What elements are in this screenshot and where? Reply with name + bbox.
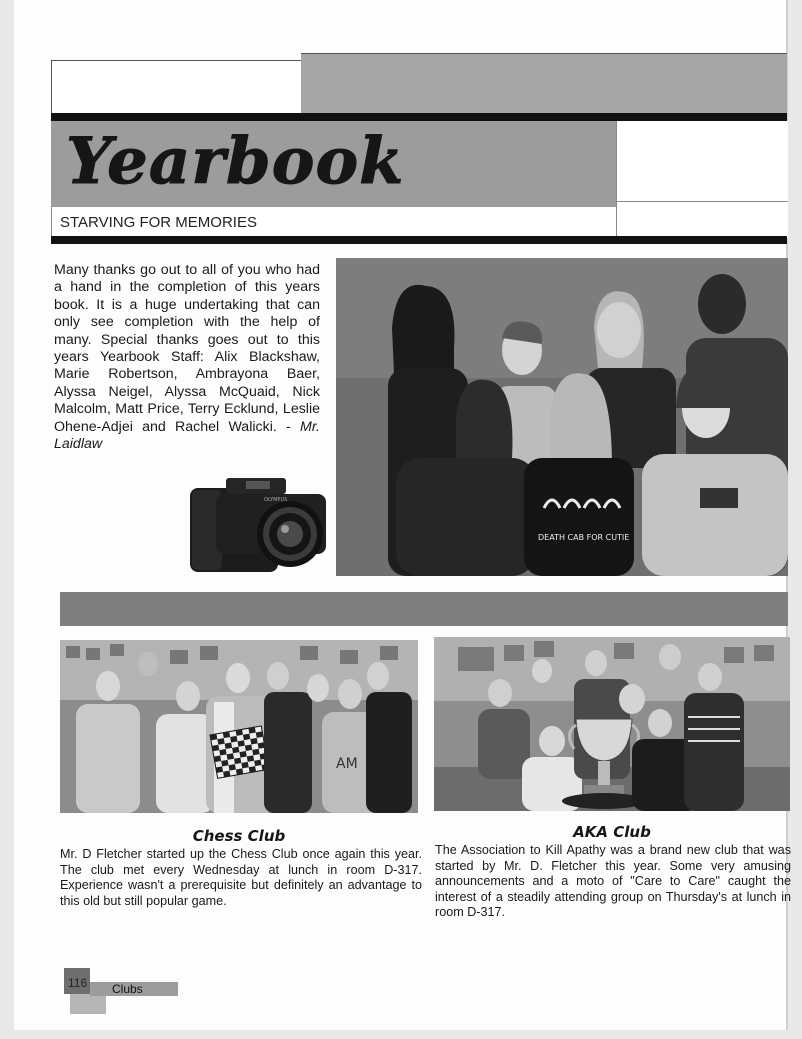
chess-club-photo — [60, 640, 418, 813]
header-rule-bottom — [51, 236, 787, 244]
title-band-right-box — [616, 121, 788, 201]
chess-club-title: Chess Club — [192, 827, 286, 845]
shirt-text-2: AM — [336, 756, 358, 772]
intro-paragraph — [54, 262, 320, 453]
folio-light-block — [70, 994, 106, 1014]
camera-icon — [186, 474, 330, 578]
page-title: Yearbook — [66, 124, 405, 199]
aka-club-text: The Association to Kill Apathy was a brand new club that was started by Mr. D. Fletcher this year. Some very amusing announcements and a moto of "Care to Care" caught the interest of a steadily attending group on Thursday's at lunch in room D-317. — [435, 843, 791, 920]
intro-signature: Mr. Laidlaw — [54, 418, 320, 453]
chess-club-text: Mr. D Fletcher started up the Chess Club once again this year. The club met every Wednesday at lunch in room D-317. Experience wasn't a prerequisite but definitely an advantage to this old but still popular game. — [60, 847, 422, 908]
header-rule-top — [51, 113, 787, 121]
header-gray-bar — [301, 53, 787, 114]
yearbook-staff-photo — [336, 258, 788, 576]
shirt-text-1: DEATH CAB FOR CUTIE — [538, 533, 630, 542]
camera-brand: OLYMPUS — [264, 497, 288, 503]
aka-club-photo — [434, 637, 790, 811]
intro-text: Many thanks go out to all of you who had a hand in the completion of this years book. It is a huge undertaking that can only see completion with the help of many. Special thanks goes out to this years Yearbook Staff: Alix Blackshaw, Marie Robertson, Ambrayona Baer, Alyssa Neigel, Alyssa McQuaid, Nick Malcolm, Matt Price, Terry Ecklund, Leslie Ohene-Adjei and Rachel Walicki. - — [54, 262, 320, 435]
header-white-box — [51, 60, 302, 115]
page-number: 116 — [68, 976, 88, 990]
folio-section-label: Clubs — [112, 982, 143, 996]
section-divider-bar — [60, 592, 788, 626]
chess-board-icon — [210, 726, 269, 778]
subtitle-box-right — [616, 201, 788, 238]
page-subtitle: STARVING FOR MEMORIES — [60, 214, 257, 231]
aka-club-title: AKA Club — [573, 823, 651, 841]
yearbook-page — [14, 0, 791, 1030]
